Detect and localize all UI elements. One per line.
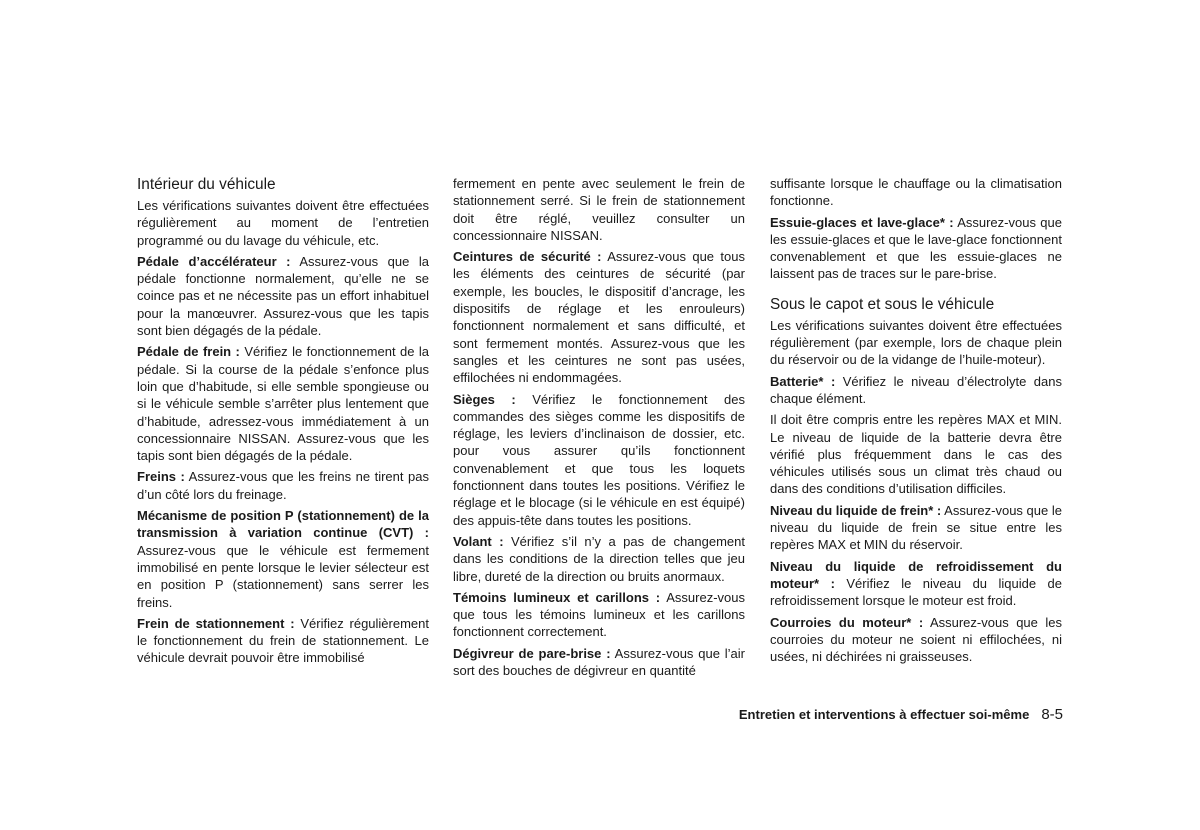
item-text: Assurez-vous que l’air sort des bouches de dégivreur en quantité (453, 645, 746, 679)
item-text: Assurez-vous que le véhicule est fermement immobilisé en pente lorsque le levier sélecteur est en position P (stationnement) sans serrer les freins. (137, 542, 429, 610)
item-text: Assurez-vous que les essuie-glaces et que le lave-glace fonctionnent convenablement et que les essuie-glaces ne laissent pas de traces sur le pare-brise. (770, 214, 1062, 282)
item-text: Assurez-vous que les courroies du moteur ne soient ni effilochées, ni usées, ni déchirées ni graisseuses. (770, 614, 1062, 665)
item-park-mechanism (137, 507, 429, 611)
item-text: Vérifiez s’il n’y a pas de changement dans les conditions de la direction telles que jeu libre, dureté de la direction ou bruits anormaux. (453, 533, 745, 584)
item-brake-pedal (137, 343, 429, 464)
page-number: 8-5 (1041, 706, 1063, 723)
item-label: Freins : (137, 469, 185, 485)
item-text: Assurez-vous que le niveau du liquide de frein se situe entre les repères MAX et MIN du réservoir. (770, 502, 1062, 553)
item-text: Vérifiez le fonctionnement des commandes des sièges comme les dispositifs de réglage, les leviers d’inclinaison de dossier, etc. pour vous assurer qu’ils fonctionnent convenablement et que tous les loquets fonctionnent dans toutes les positions. Vérifiez le réglage et le blocage (si le véhicule en est équipé) des appuis-tête dans toutes les positions. (453, 391, 745, 528)
item-label: Frein de stationnement : (137, 615, 295, 631)
item-label: Témoins lumineux et carillons : (453, 589, 661, 605)
item-drive-belts (770, 614, 1062, 666)
column-3 (770, 175, 1062, 669)
continued-paragraph: fermement en pente avec seulement le frein de stationnement serré. Si le frein de stationnement doit être réglé, veuillez consulter un concessionnaire NISSAN. (453, 176, 745, 243)
item-parking-brake (137, 615, 429, 667)
item-seats (453, 391, 745, 529)
item-accelerator-pedal (137, 253, 429, 339)
column-1 (137, 175, 429, 671)
item-warning-lights (453, 589, 745, 641)
section-heading-under-hood: Sous le capot et sous le véhicule (770, 295, 995, 313)
item-text: Vérifiez le fonctionnement de la pédale. Si la course de la pédale s’enfonce plus loin que d’habitude, si elle semble spongieuse ou si le véhicule semble s’arrêter plus lentement que d’habitude, adressez-vous immédiatement à un concessionnaire NISSAN. Assurez-vous que les tapis sont bien dégagés de la pédale. (137, 344, 429, 464)
item-steering-wheel (453, 533, 745, 585)
item-brake-fluid (770, 502, 1062, 554)
continued-paragraph: suffisante lorsque le chauffage ou la climatisation fonctionne. (770, 176, 1062, 209)
item-text: Vérifiez le niveau du liquide de refroidissement lorsque le moteur est froid. (770, 575, 1063, 609)
item-label: Pédale d’accélérateur : (137, 253, 291, 269)
item-label: Niveau du liquide de refroidissement du moteur* : (770, 558, 1062, 591)
item-label: Batterie* : (770, 373, 836, 389)
item-text: Assurez-vous que les freins ne tirent pas d’un côté lors du freinage. (137, 469, 429, 502)
item-label: Pédale de frein : (137, 344, 240, 360)
item-label: Niveau du liquide de frein* : (770, 502, 942, 518)
item-label: Dégivreur de pare-brise : (453, 645, 611, 661)
item-label: Ceintures de sécurité : (453, 249, 602, 265)
item-label: Courroies du moteur* : (770, 614, 924, 630)
item-label: Mécanisme de position P (stationnement) de la transmission à variation continue (CVT) : (137, 508, 429, 541)
item-label: Sièges : (453, 391, 516, 407)
column-2 (453, 175, 745, 683)
item-battery (770, 373, 1062, 408)
item-text: Assurez-vous que tous les témoins lumineux et les carillons fonctionnent correctement. (453, 589, 745, 640)
item-wipers (770, 214, 1062, 283)
item-label: Volant : (453, 533, 504, 549)
item-text: Assurez-vous que la pédale fonctionne normalement, qu’elle ne se coince pas et ne nécessite pas un effort inhabituel pour la manœuvrer. Assurez-vous que les tapis sont bien dégagés de la pédale. (137, 253, 429, 339)
item-seat-belts (453, 248, 745, 386)
item-label: Essuie-glaces et lave-glace* : (770, 214, 954, 230)
item-defroster (453, 645, 745, 680)
battery-note: Il doit être compris entre les repères MAX et MIN. Le niveau de liquide de la batterie devra être vérifié plus fréquemment dans le cas des véhicules utilisés sous un climat très chaud ou dans des conditions d’utilisation difficiles. (770, 412, 1062, 497)
page-footer (739, 706, 1063, 723)
footer-section-title: Entretien et interventions à effectuer soi-même (738, 707, 1030, 722)
section-heading-interior: Intérieur du véhicule (137, 176, 276, 193)
item-text: Assurez-vous que tous les éléments des ceintures de sécurité (par exemple, les boucles, le dispositif d’ancrage, les dispositifs de réglage et les enrouleurs) fonctionnent normalement et sans difficulté, et sont fermement montés. Assurez-vous que les sangles et les ceintures ne sont pas usées, effilochées ni endommagées. (453, 249, 745, 386)
intro-paragraph: Les vérifications suivantes doivent être effectuées régulièrement (par exemple, lors de chaque plein du réservoir ou de la vidange de l’huile-moteur). (770, 317, 1062, 368)
item-text: Vérifiez le niveau d’électrolyte dans chaque élément. (770, 373, 1062, 406)
intro-paragraph: Les vérifications suivantes doivent être effectuées régulièrement au moment de l’entretien programmé ou du lavage du véhicule, etc. (137, 198, 429, 248)
item-brakes (137, 468, 429, 503)
item-text: Vérifiez régulièrement le fonctionnement du frein de stationnement. Le véhicule devrait pouvoir être immobilisé (137, 615, 429, 666)
item-coolant (770, 558, 1062, 610)
